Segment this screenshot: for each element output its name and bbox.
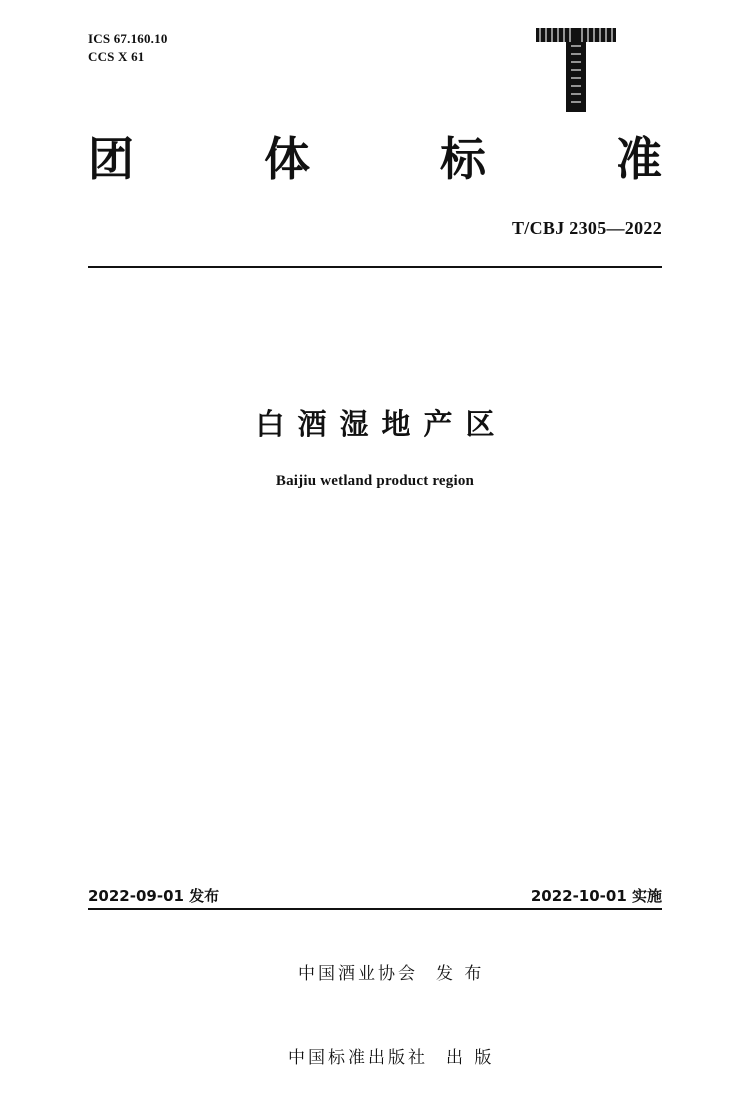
date-row (88, 885, 662, 906)
standard-type-title (88, 132, 662, 186)
standard-t-emblem-icon (528, 26, 624, 114)
document-title-cn: 白酒湿地产区 (255, 407, 508, 441)
publisher-row-1 (0, 932, 750, 1016)
implement-date: 2022-10-01 实施 (530, 887, 662, 905)
document-title-en: Baijiu wetland product region (275, 473, 475, 489)
publisher-name-1: 中国酒业协会 (298, 964, 419, 985)
ccs-code: CCS X 61 (88, 48, 145, 64)
publisher-block (0, 932, 750, 1100)
publisher-name-2: 中国标准出版社 (288, 1048, 429, 1069)
standard-type-char-3: 标 (440, 132, 486, 186)
standard-number: T/CBJ 2305—2022 (511, 218, 662, 238)
publisher-row-2 (0, 1016, 750, 1100)
publisher-action-1: 发 布 (436, 964, 485, 985)
header-divider (88, 266, 662, 268)
ics-code: ICS 67.160.10 (88, 31, 168, 46)
standard-type-char-1: 团 (88, 132, 134, 186)
publisher-action-2: 出 版 (446, 1048, 495, 1069)
standard-type-char-2: 体 (264, 132, 310, 186)
ics-block (88, 30, 168, 65)
issue-date: 2022-09-01 发布 (88, 887, 220, 905)
footer-divider (88, 908, 662, 910)
standard-type-char-4: 准 (616, 132, 662, 186)
